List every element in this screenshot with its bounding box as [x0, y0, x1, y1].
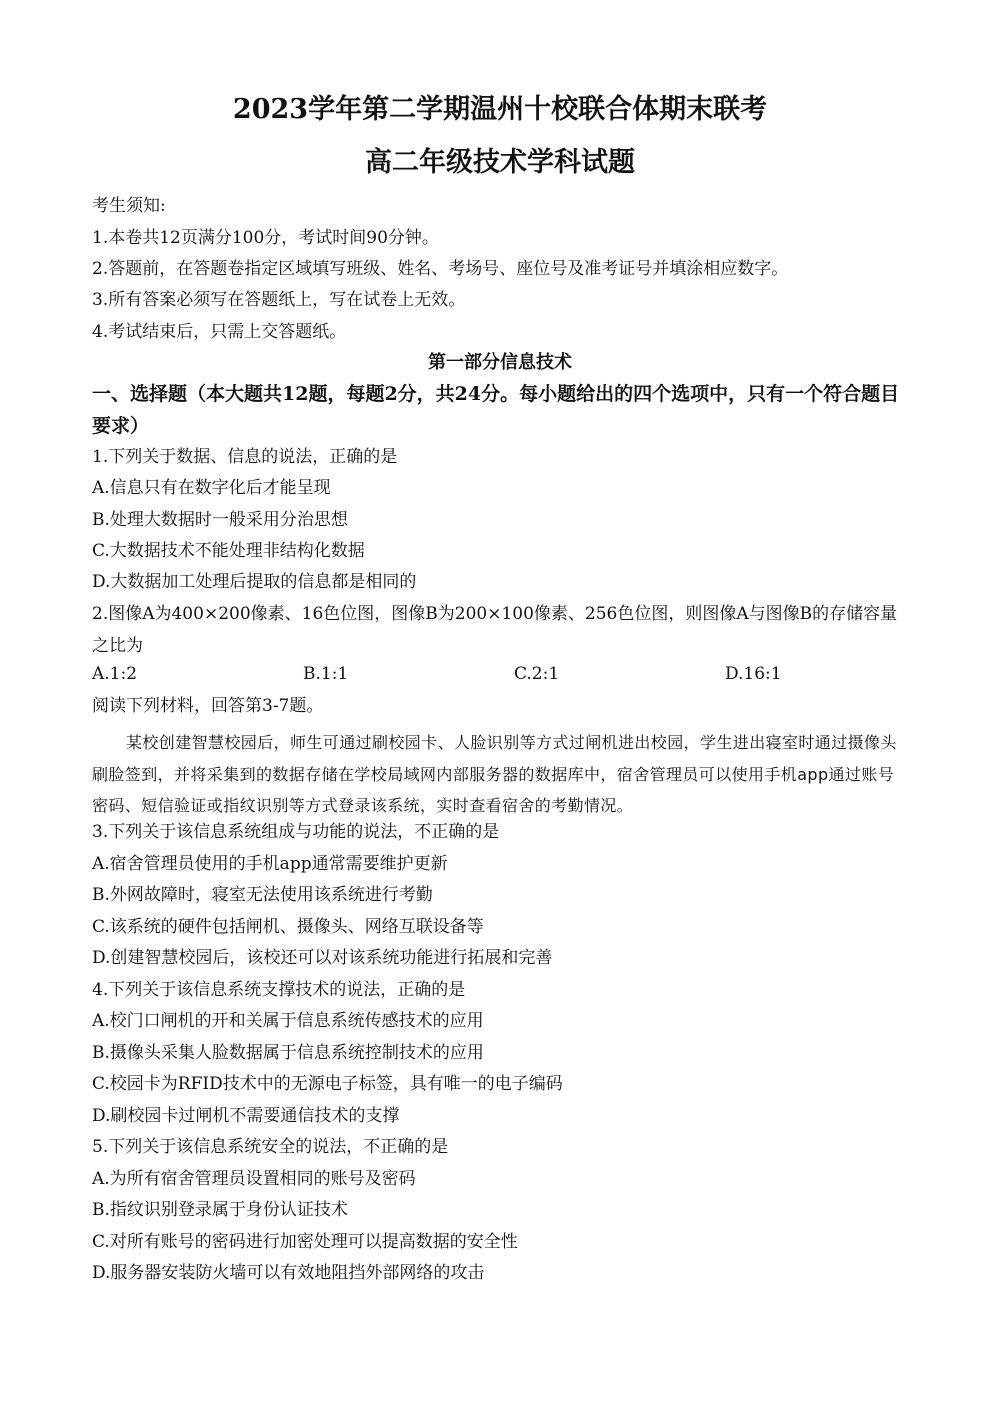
- question-stem: 2.图像A为400×200像素、16色位图，图像B为200×100像素、256色位图，则图像A与图像B的存储容量之比为: [92, 604, 898, 656]
- question-option: D.创建智慧校园后，该校还可以对该系统功能进行拓展和完善: [92, 948, 553, 968]
- question-option: A.校门口闸机的开和关属于信息系统传感技术的应用: [92, 1011, 484, 1031]
- question-option: C.对所有账号的密码进行加密处理可以提高数据的安全性: [92, 1232, 518, 1252]
- question-option: A.信息只有在数字化后才能呈现: [92, 478, 331, 498]
- question-option: C.大数据技术不能处理非结构化数据: [92, 541, 365, 561]
- question-option: D.服务器安装防火墙可以有效地阻挡外部网络的攻击: [92, 1263, 485, 1283]
- question-option: B.外网故障时，寝室无法使用该系统进行考勤: [92, 885, 433, 905]
- question-option: D.刷校园卡过闸机不需要通信技术的支撑: [92, 1106, 400, 1126]
- question-option: A.1:2: [92, 664, 138, 684]
- section-title: 一、选择题（本大题共12题，每题2分，共24分。每小题给出的四个选项中，只有一个符合题目要求）: [92, 383, 900, 437]
- question-stem: 3.下列关于该信息系统组成与功能的说法，不正确的是: [92, 822, 500, 842]
- question-stem: 4.下列关于该信息系统支撑技术的说法，正确的是: [92, 980, 466, 1000]
- notice-item: 3.所有答案必须写在答题纸上，写在试卷上无效。: [92, 290, 466, 310]
- question-option: C.校园卡为RFID技术中的无源电子标签，具有唯一的电子编码: [92, 1074, 563, 1094]
- question-stem: 5.下列关于该信息系统安全的说法，不正确的是: [92, 1137, 449, 1157]
- notice-item: 1.本卷共12页满分100分，考试时间90分钟。: [92, 228, 439, 248]
- question-option: B.指纹识别登录属于身份认证技术: [92, 1200, 348, 1220]
- question-option: D.大数据加工处理后提取的信息都是相同的: [92, 572, 417, 592]
- question-option: C.2:1: [514, 664, 560, 684]
- question-option: A.宿舍管理员使用的手机app通常需要维护更新: [92, 854, 448, 874]
- exam-title: 2023学年第二学期温州十校联合体期末联考: [232, 94, 768, 125]
- part-heading: 第一部分信息技术: [428, 352, 572, 373]
- reading-intro: 阅读下列材料，回答第3-7题。: [92, 696, 324, 716]
- question-stem: 1.下列关于数据、信息的说法，正确的是: [92, 447, 398, 467]
- notice-item: 4.考试结束后，只需上交答题纸。: [92, 322, 347, 342]
- reading-material: 某校创建智慧校园后，师生可通过刷校园卡、人脸识别等方式过闸机进出校园，学生进出寝室时通过摄像头刷脸签到，并将采集到的数据存储在学校局域网内部服务器的数据库中，宿舍管理员可以使用手机app通过账号密码、短信验证或指纹识别等方式登录该系统，实时查看宿舍的考勤情况。: [92, 733, 897, 815]
- question-option: D.16:1: [725, 664, 782, 684]
- question-option: A.为所有宿舍管理员设置相同的账号及密码: [92, 1169, 416, 1189]
- exam-subtitle: 高二年级技术学科试题: [365, 147, 635, 178]
- option-row: [0, 662, 1000, 686]
- question-option: B.摄像头采集人脸数据属于信息系统控制技术的应用: [92, 1043, 484, 1063]
- question-option: B.1:1: [303, 664, 349, 684]
- notice-item: 2.答题前，在答题卷指定区域填写班级、姓名、考场号、座位号及准考证号并填涂相应数字。: [92, 259, 789, 279]
- notice-heading: 考生须知:: [92, 196, 166, 216]
- question-option: C.该系统的硬件包括闸机、摄像头、网络互联设备等: [92, 917, 484, 937]
- question-option: B.处理大数据时一般采用分治思想: [92, 510, 348, 530]
